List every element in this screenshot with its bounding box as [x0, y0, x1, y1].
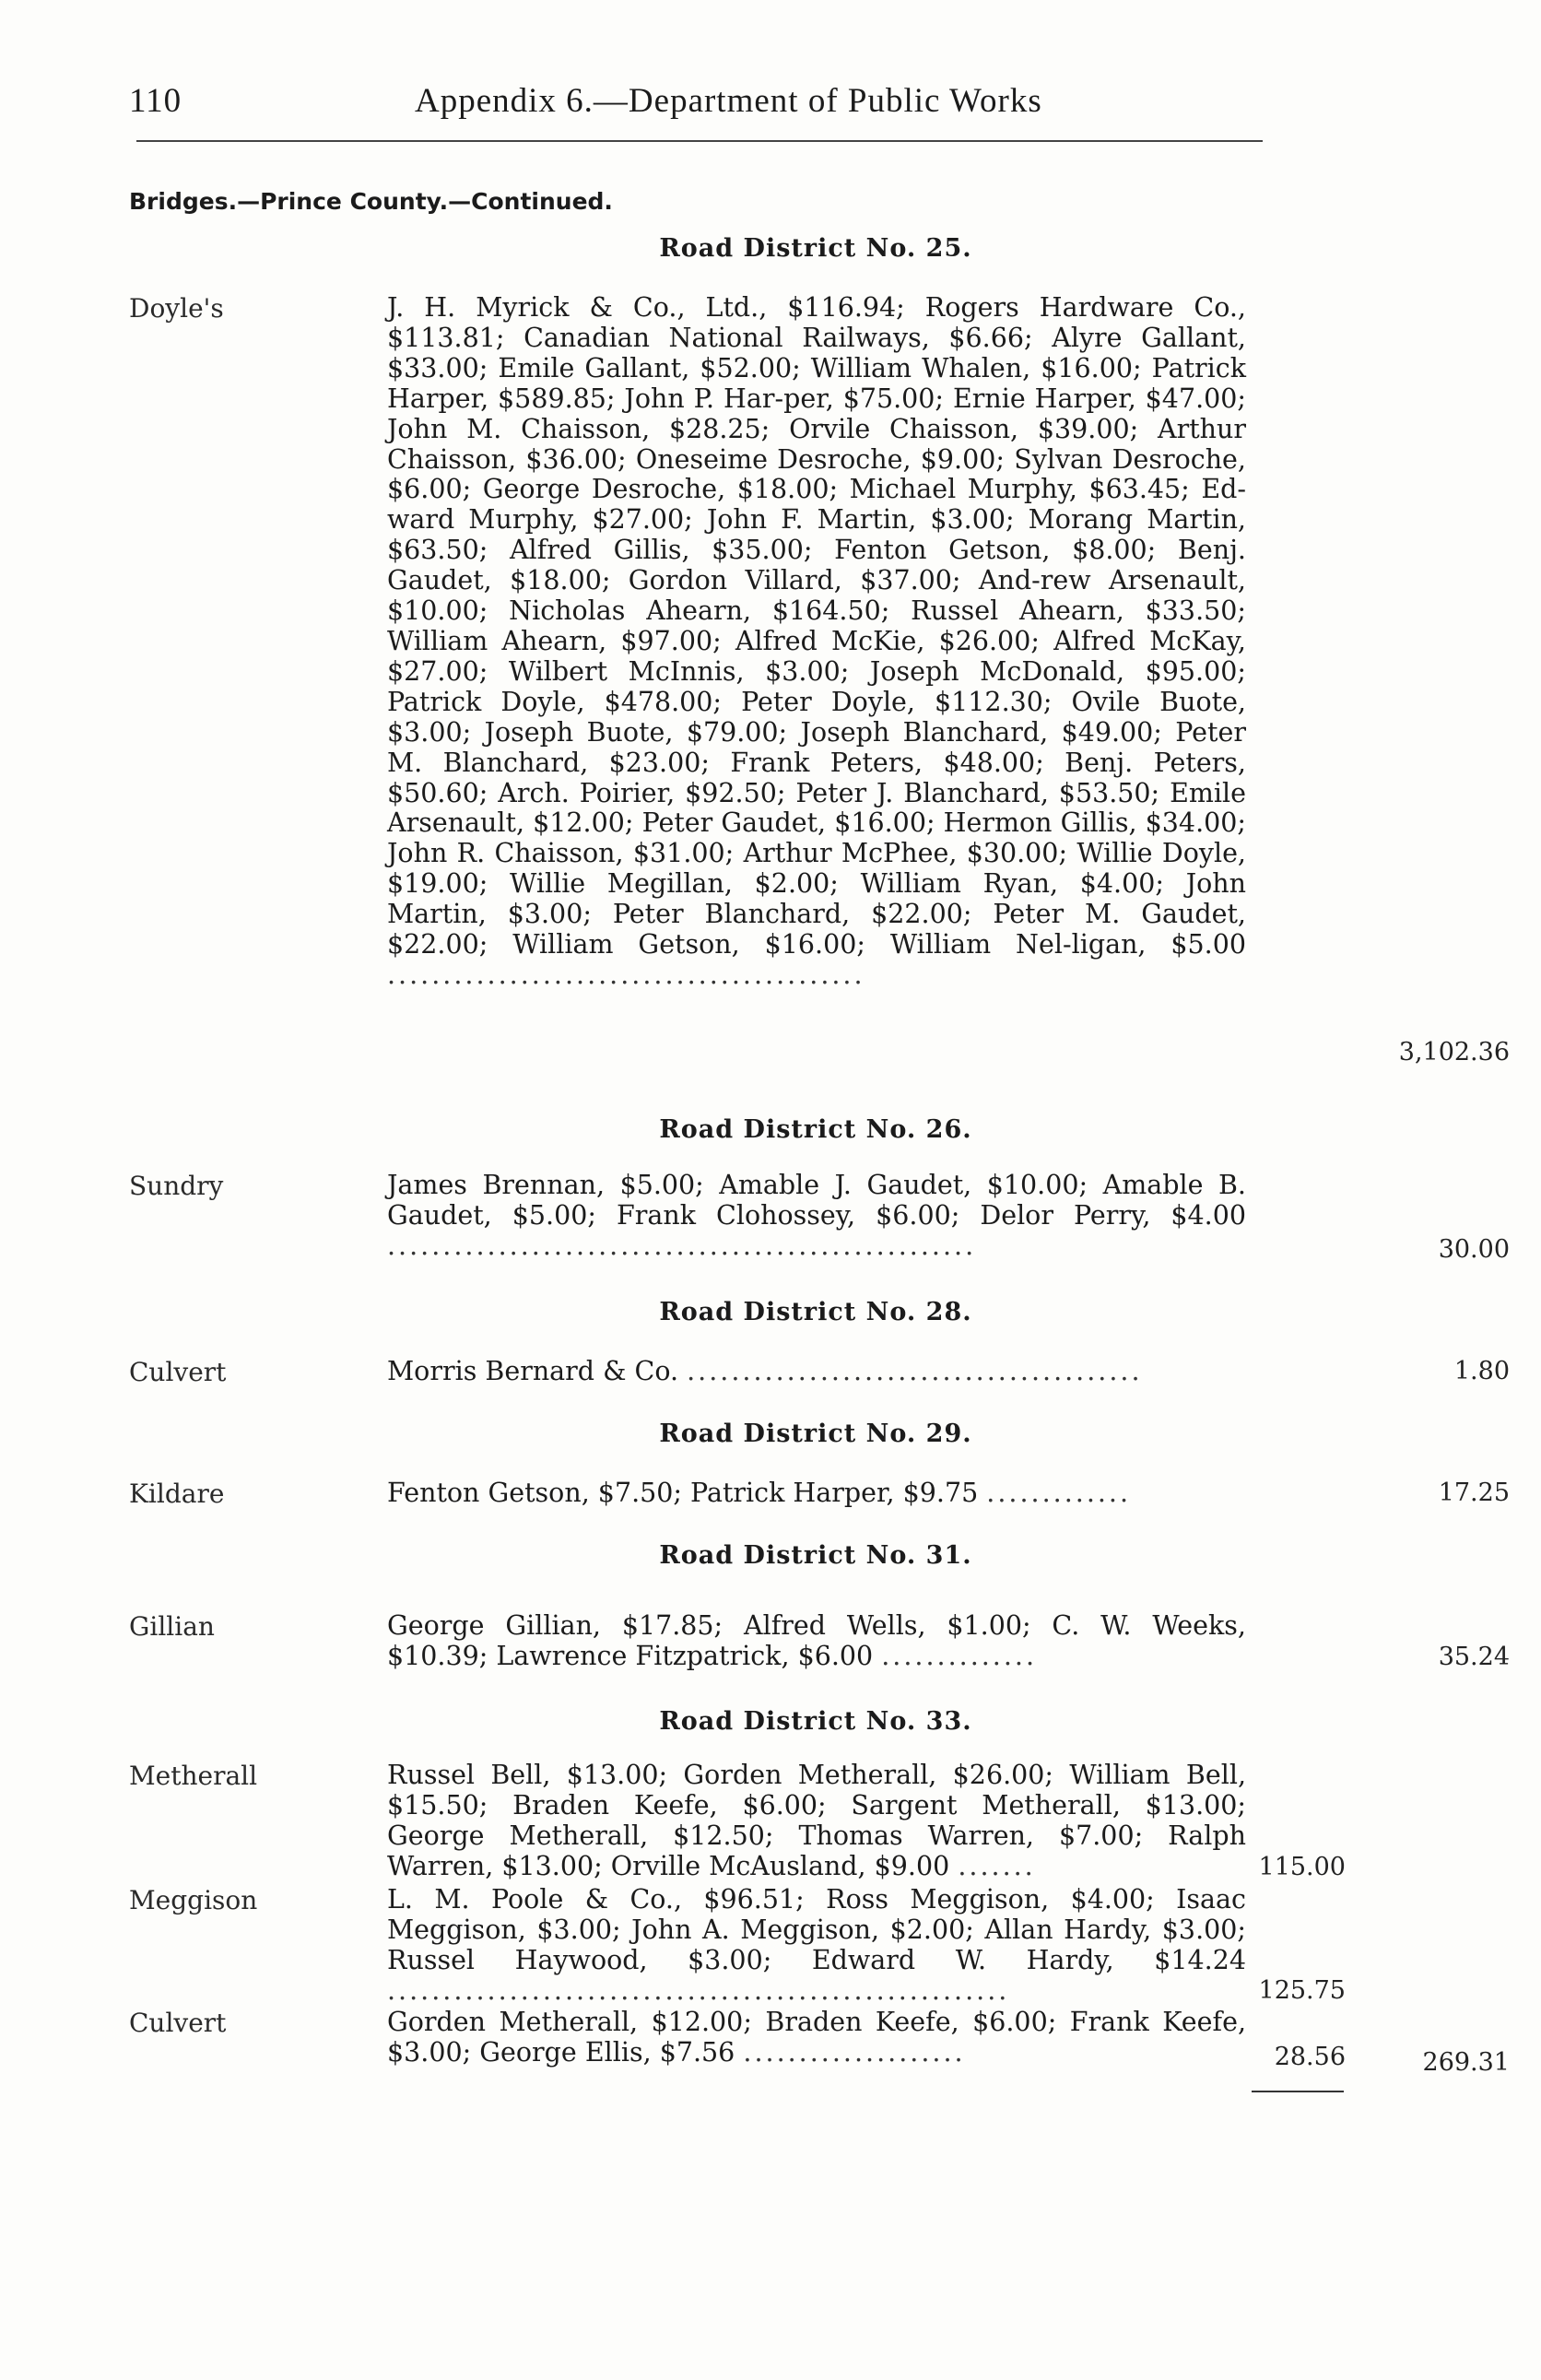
entry-amount: 17.25 [1438, 1479, 1510, 1507]
running-head [129, 81, 1263, 127]
entry-label: Doyle's [129, 293, 224, 324]
entry-text [387, 1611, 1246, 1672]
district-total: 269.31 [1422, 2048, 1510, 2077]
page-number: 110 [129, 82, 182, 120]
section-title: Bridges.—Prince County.—Continued. [129, 188, 613, 215]
entry-text [387, 1171, 1246, 1262]
dot-leaders: .................... [743, 2036, 966, 2068]
subtotal-rule [1252, 2091, 1344, 2092]
dot-leaders: ......................................... [687, 1356, 1143, 1386]
dot-leaders: ........................................... [387, 959, 865, 990]
entry-amount: 28.56 [1274, 2043, 1346, 2071]
entry-label: Culvert [129, 1357, 227, 1387]
district-heading: Road District No. 29. [659, 1420, 972, 1448]
entry-payees: Russel Bell, $13.00; Gorden Metherall, $26.00; William Bell, $15.50; Braden Keefe, $6.00; Sargent Metherall, $13.00; George Metherall, $12.50; Thomas Warren, $7.00; Ralph Warren, $13.00; Orville McAusland, $9.00 [387, 1760, 1246, 1881]
entry-label: Metherall [129, 1761, 258, 1791]
dot-leaders: ..................................................... [387, 1230, 977, 1261]
entry-text [387, 1357, 1246, 1387]
entry-label: Meggison [129, 1885, 258, 1915]
running-title: Appendix 6.—Department of Public Works [415, 82, 1042, 120]
entry-label: Gillian [129, 1611, 215, 1642]
dot-leaders: .............. [881, 1640, 1038, 1671]
entry-payees: Gorden Metherall, $12.00; Braden Keefe, $6.00; Frank Keefe, $3.00; George Ellis, $7.56 [387, 2007, 1246, 2068]
entry-amount: 3,102.36 [1398, 1038, 1510, 1066]
district-heading: Road District No. 25. [659, 234, 972, 263]
entry-text [387, 1479, 1246, 1509]
entry-amount: 1.80 [1453, 1357, 1510, 1385]
entry-payees: L. M. Poole & Co., $96.51; Ross Meggison, $4.00; Isaac Meggison, $3.00; John A. Meggison, $2.00; Allan Hardy, $3.00; Russel Haywood, $3.00; Edward W. Hardy, $14.24 [387, 1884, 1246, 1975]
dot-leaders: ............. [986, 1478, 1132, 1508]
entry-amount: 35.24 [1438, 1643, 1510, 1671]
header-rule [136, 140, 1263, 142]
entry-payees: Fenton Getson, $7.50; Patrick Harper, $9.75 [387, 1478, 979, 1508]
dot-leaders: ........................................................ [387, 1974, 1010, 2006]
entry-text [387, 1761, 1246, 1882]
entry-amount: 125.75 [1258, 1976, 1346, 2005]
entry-payees: Morris Bernard & Co. [387, 1356, 679, 1386]
dot-leaders: ....... [958, 1850, 1036, 1881]
entry-amount: 115.00 [1258, 1853, 1346, 1881]
entry-text [387, 2008, 1246, 2068]
entry-text [387, 1885, 1246, 2007]
entry-text [387, 293, 1246, 991]
district-heading: Road District No. 31. [659, 1541, 972, 1570]
entry-payees: James Brennan, $5.00; Amable J. Gaudet, $10.00; Amable B. Gaudet, $5.00; Frank Clohossey, $6.00; Delor Perry, $4.00 [387, 1170, 1246, 1231]
entry-payees: George Gillian, $17.85; Alfred Wells, $1.00; C. W. Weeks, $10.39; Lawrence Fitzpatrick, $6.00 [387, 1610, 1246, 1671]
district-heading: Road District No. 28. [659, 1298, 972, 1326]
district-heading: Road District No. 33. [659, 1707, 972, 1736]
district-heading: Road District No. 26. [659, 1115, 972, 1144]
entry-label: Culvert [129, 2008, 227, 2038]
entry-label: Sundry [129, 1171, 224, 1201]
entry-amount: 30.00 [1438, 1235, 1510, 1264]
entry-label: Kildare [129, 1479, 225, 1509]
entry-payees: J. H. Myrick & Co., Ltd., $116.94; Rogers Hardware Co., $113.81; Canadian National Railways, $6.66; Alyre Gallant, $33.00; Emile Gallant, $52.00; William Whalen, $16.00; Patrick Harper, $589.85; John P. Har-per, $75.00; Ernie Harper, $47.00; John M. Chaisson, $28.25; Orvile Chaisson, $39.00; Arthur Chaisson, $36.00; Oneseime Desroche, $9.00; Sylvan Desroche, $6.00; George Desroche, $18.00; Michael Murphy, $63.45; Ed-ward Murphy, $27.00; John F. Martin, $3.00; Morang Martin, $63.50; Alfred Gillis, $35.00; Fenton Getson, $8.00; Benj. Gaudet, $18.00; Gordon Villard, $37.00; And-rew Arsenault, $10.00; Nicholas Ahearn, $164.50; Russel Ahearn, $33.50; William Ahearn, $97.00; Alfred McKie, $26.00; Alfred McKay, $27.00; Wilbert McInnis, $3.00; Joseph McDonald, $95.00; Patrick Doyle, $478.00; Peter Doyle, $112.30; Ovile Buote, $3.00; Joseph Buote, $79.00; Joseph Blanchard, $49.00; Peter M. Blanchard, $23.00; Frank Peters, $48.00; Benj. Peters, $50.60; Arch. Poirier, $92.50; Peter J. Blanchard, $53.50; Emile Arsenault, $12.00; Peter Gaudet, $16.00; Hermon Gillis, $34.00; John R. Chaisson, $31.00; Arthur McPhee, $30.00; Willie Doyle, $19.00; Willie Megillan, $2.00; William Ryan, $4.00; John Martin, $3.00; Peter Blanchard, $22.00; Peter M. Gaudet, $22.00; William Getson, $16.00; William Nel-ligan, $5.00 [387, 292, 1246, 960]
